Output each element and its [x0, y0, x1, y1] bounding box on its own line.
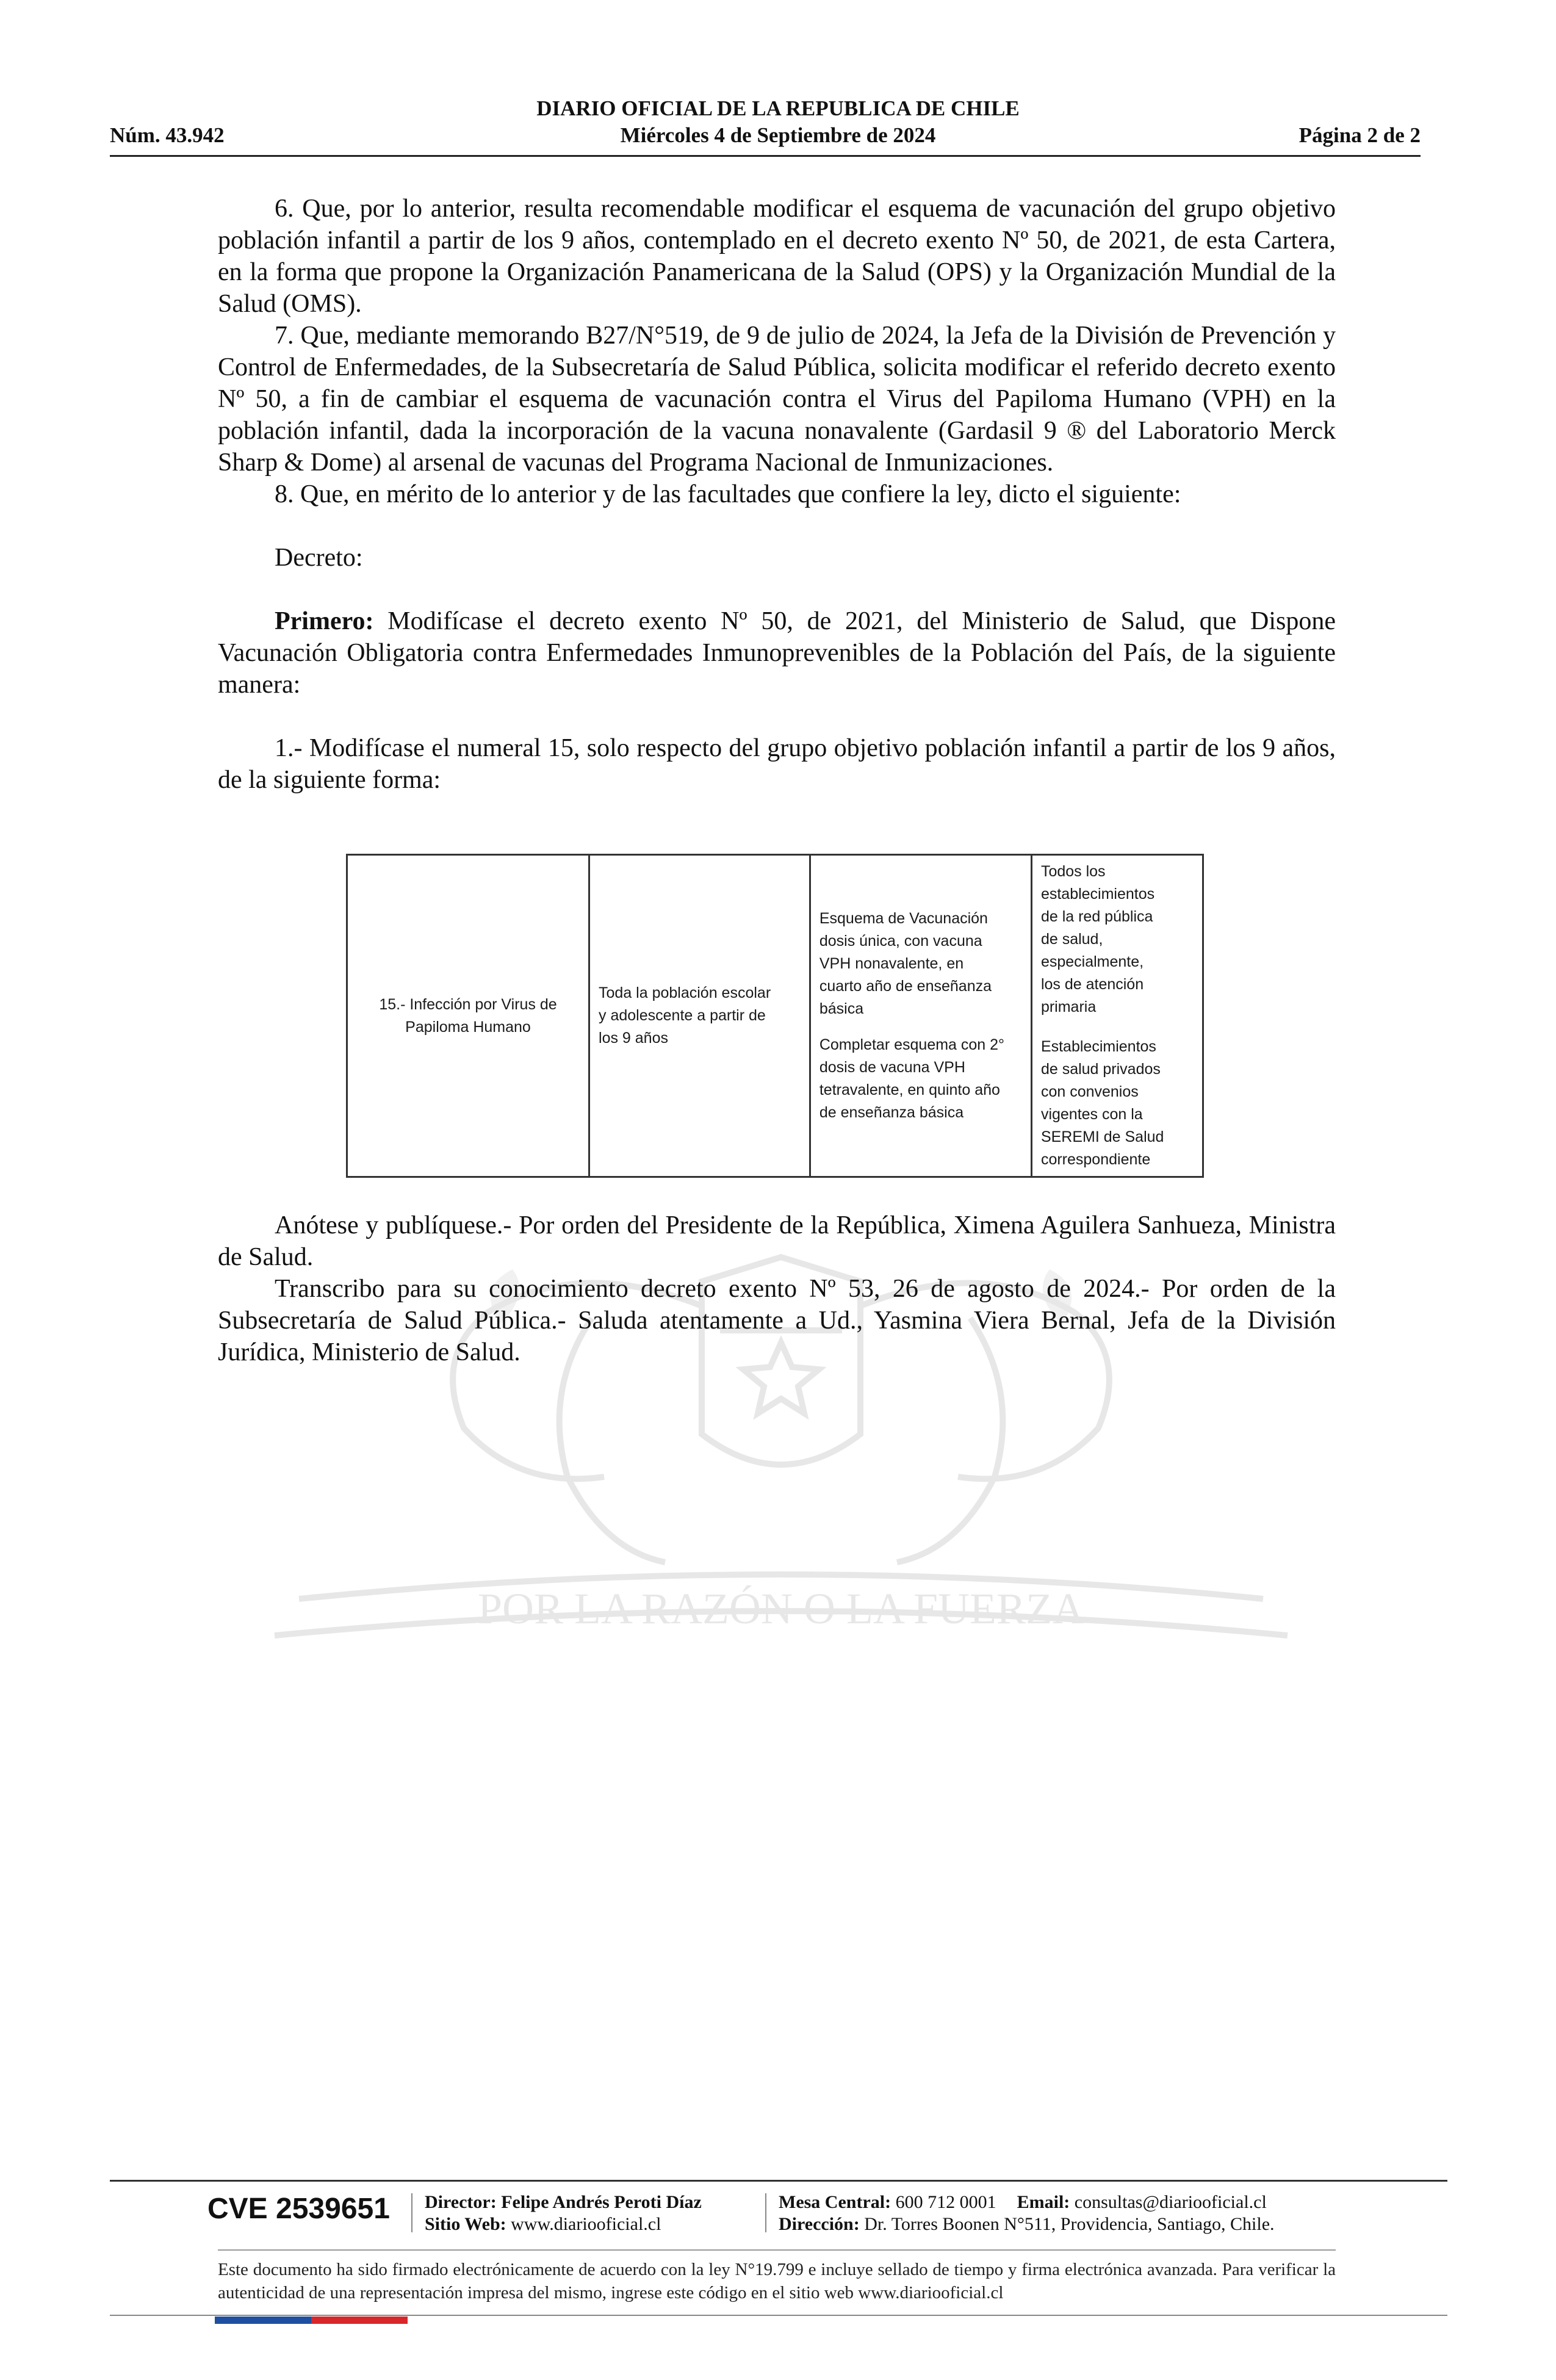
address-label: Dirección: — [779, 2214, 860, 2234]
article-primero-text: Modifícase el decreto exento Nº 50, de 2021, del Ministerio de Salud, que Dispone Vacunación Obligatoria contra Enfermedades Inmunoprevenibles de la Población del País, de la siguiente manera: — [218, 607, 1336, 699]
places-line: de salud, — [1040, 931, 1103, 948]
email-link[interactable]: consultas@diariooficial.cl — [1074, 2192, 1267, 2212]
scheme-line: VPH nonavalente, en — [819, 955, 964, 972]
places-line: con convenios — [1040, 1083, 1139, 1100]
document-body-upper — [218, 193, 1336, 796]
population-line: Toda la población escolar — [599, 984, 771, 1001]
website-line — [425, 2214, 661, 2235]
issue-number: Núm. 43.942 — [110, 123, 225, 147]
places-line: especialmente, — [1040, 953, 1144, 970]
places-line: Todos los — [1040, 863, 1106, 880]
population-line: los 9 años — [599, 1030, 668, 1047]
scheme-line: cuarto año de enseñanza — [819, 978, 992, 995]
disease-line: 15.- Infección por Virus de — [379, 995, 557, 1013]
places-line: de la red pública — [1040, 908, 1153, 925]
motto-text: POR LA RAZÓN O LA FUERZA — [477, 1584, 1085, 1633]
population-line: y adolescente a partir de — [599, 1007, 766, 1024]
paragraph-8: 8. Que, en mérito de lo anterior y de las facultades que confiere la ley, dicto el siguiente: — [275, 480, 1181, 508]
scheme-line: Completar esquema con 2° — [819, 1036, 1005, 1053]
places-line: vigentes con la — [1040, 1106, 1143, 1123]
flag-stripe-blue — [215, 2317, 311, 2324]
mesa-label: Mesa Central: — [779, 2192, 891, 2212]
scheme-line: tetravalente, en quinto año — [819, 1081, 1000, 1098]
website-link[interactable]: www.diariooficial.cl — [511, 2214, 661, 2234]
scheme-line: dosis de vacuna VPH — [819, 1059, 965, 1076]
table-row — [347, 855, 1203, 1177]
scheme-cell — [810, 855, 1031, 1177]
footer-divider-top — [110, 2180, 1447, 2182]
newspaper-title: DIARIO OFICIAL DE LA REPUBLICA DE CHILE — [536, 96, 1020, 120]
mesa-phone: 600 712 0001 — [895, 2192, 996, 2212]
paragraph-6: 6. Que, por lo anterior, resulta recomendable modificar el esquema de vacunación del grupo objetivo población infantil a partir de los 9 años, contemplado en el decreto exento Nº 50, de 2021, de esta Cartera, en la forma que propone la Organización Panamericana de la Salud (OPS) y la Organización Mundial de la Salud (OMS). — [218, 195, 1336, 318]
disease-cell — [347, 855, 589, 1177]
paragraph-7: 7. Que, mediante memorando B27/N°519, de 9 de julio de 2024, la Jefa de la División de Prevención y Control de Enfermedades, de la Subsecretaría de Salud Pública, solicita modificar el referido decreto exento Nº 50, a fin de cambiar el esquema de vacunación contra el Virus del Papiloma Humano (VPH) en la población infantil, dada la incorporación de la vacuna nonavalente (Gardasil 9 ® del Laboratorio Merck Sharp & Dome) al arsenal de vacunas del Programa Nacional de Inmunizaciones. — [218, 322, 1336, 477]
article-primero — [218, 605, 1336, 701]
director-label: Director: — [425, 2192, 497, 2212]
places-line: de salud privados — [1040, 1061, 1161, 1078]
places-line: Establecimientos — [1040, 1038, 1156, 1055]
document-body-lower — [218, 1210, 1336, 1368]
director-line — [425, 2192, 702, 2213]
places-line: SEREMI de Salud — [1040, 1128, 1164, 1145]
places-line: correspondiente — [1040, 1151, 1151, 1168]
disease-line: Papiloma Humano — [405, 1018, 531, 1036]
population-cell — [589, 855, 810, 1177]
cve-code: CVE 2539651 — [207, 2193, 390, 2225]
places-cell — [1031, 855, 1203, 1177]
places-line: los de atención — [1040, 976, 1144, 993]
scheme-line: Esquema de Vacunación — [819, 910, 988, 927]
email-label: Email: — [1017, 2192, 1070, 2212]
item-1: 1.- Modifícase el numeral 15, solo respecto del grupo objetivo población infantil a partir de los 9 años, de la siguiente forma: — [218, 734, 1336, 794]
footer-separator — [765, 2193, 766, 2232]
flag-stripe-red — [311, 2317, 408, 2324]
scheme-line: de enseñanza básica — [819, 1104, 964, 1121]
places-line: primaria — [1040, 998, 1097, 1015]
header-divider — [110, 155, 1421, 157]
scheme-line: básica — [819, 1000, 864, 1017]
footer-divider-bottom — [110, 2315, 1447, 2316]
places-line: establecimientos — [1040, 885, 1155, 903]
scheme-line: dosis única, con vacuna — [819, 932, 982, 950]
address-text: Dr. Torres Boonen N°511, Providencia, Santiago, Chile. — [864, 2214, 1275, 2234]
closing-anotese: Anótese y publíquese.- Por orden del Presidente de la República, Ximena Aguilera Sanhueza, Ministra de Salud. — [218, 1211, 1336, 1271]
article-primero-label: Primero: — [275, 607, 374, 635]
address-line — [779, 2214, 1275, 2235]
signature-note: Este documento ha sido firmado electrónicamente de acuerdo con la ley N°19.799 e incluye sellado de tiempo y firma electrónica avanzada. Para verificar la autenticidad de una representación impresa del mismo, ingrese este código en el sitio web www.diariooficial.cl — [218, 2260, 1336, 2302]
contact-line — [779, 2192, 1267, 2213]
footer-divider-middle — [218, 2249, 1336, 2251]
issue-date: Miércoles 4 de Septiembre de 2024 — [620, 123, 936, 147]
footer-separator — [411, 2193, 412, 2232]
director-name: Felipe Andrés Peroti Díaz — [501, 2192, 702, 2212]
vaccination-schedule-table — [346, 854, 1204, 1178]
website-label: Sitio Web: — [425, 2214, 506, 2234]
page-indicator: Página 2 de 2 — [1298, 123, 1421, 147]
closing-transcribo: Transcribo para su conocimiento decreto exento Nº 53, 26 de agosto de 2024.- Por orden de la Subsecretaría de Salud Pública.- Saluda atentamente a Ud., Yasmina Viera Bernal, Jefa de la División Jurídica, Ministerio de Salud. — [218, 1275, 1336, 1366]
decree-heading: Decreto: — [275, 544, 363, 572]
